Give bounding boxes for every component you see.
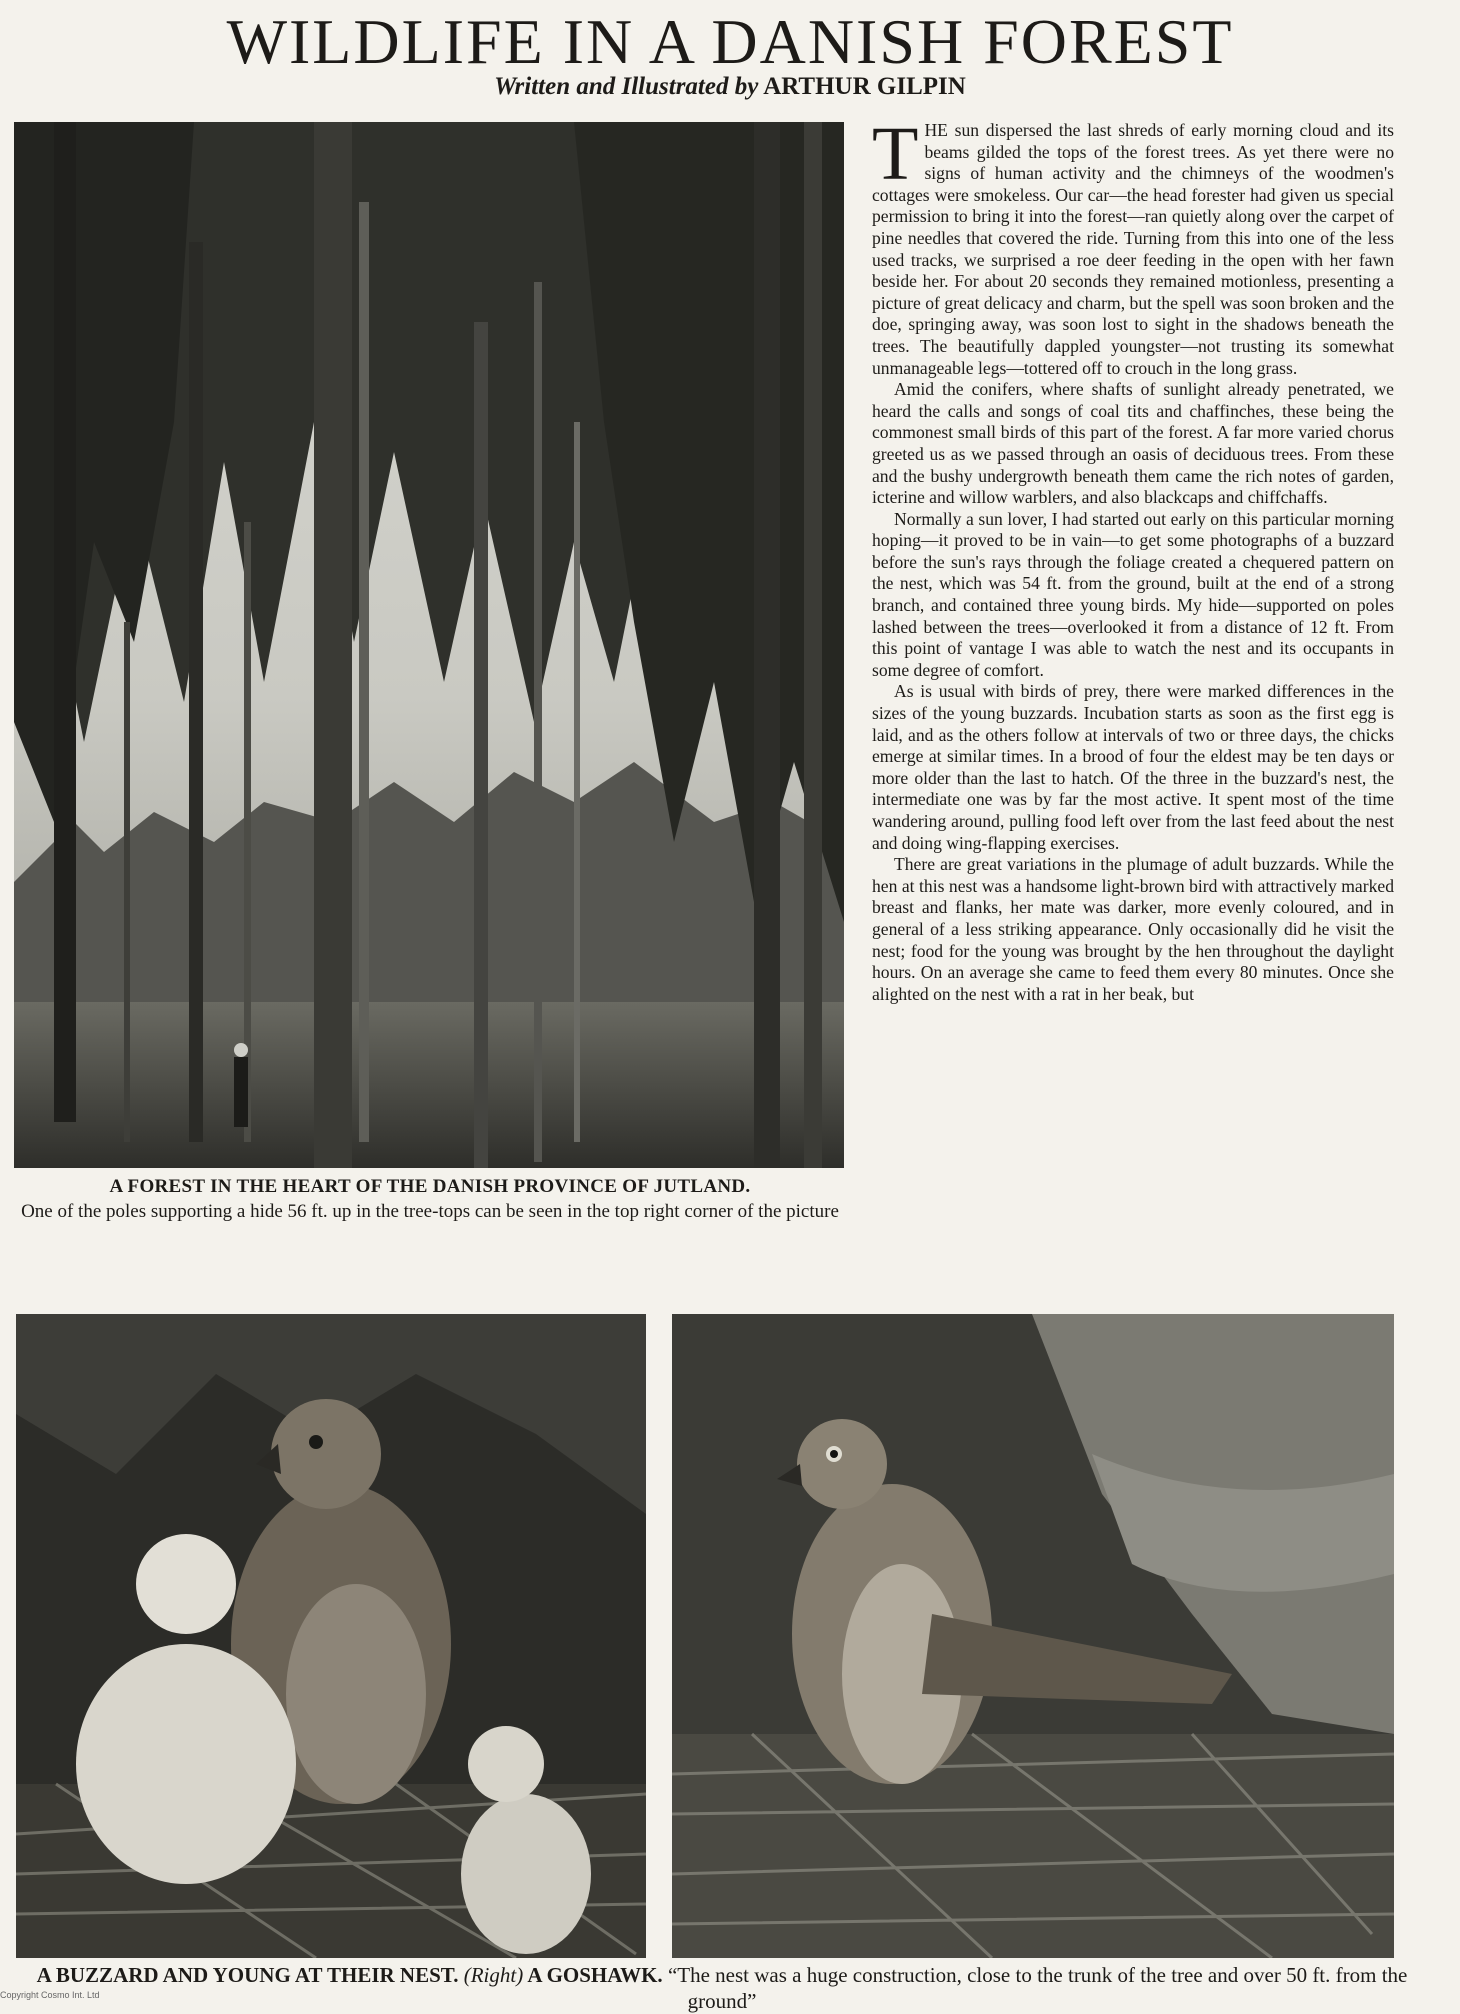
goshawk-illustration — [672, 1314, 1394, 1958]
author-name: ARTHUR GILPIN — [763, 73, 966, 100]
byline — [0, 70, 1460, 104]
forest-caption-body: One of the poles supporting a hide 56 ft. up in the tree-tops can be seen in the top right corner of the picture — [21, 1201, 839, 1222]
article-paragraph-3: Normally a sun lover, I had started out early on this particular morning hoping—it proved to be in vain—to get some photographs of a buzzard before the sun's rays through the foliage created a chequered pattern on the nest, which was 54 ft. from the ground, built at the end of a strong branch, and contained three young birds. My hide—supported on poles lashed between the trees—overlooked it from a distance of 12 ft. From this point of vantage I was able to watch the nest and its occupants in some degree of comfort. — [872, 508, 1394, 680]
article-paragraph-5: There are great variations in the plumage of adult buzzards. While the hen at this nest was a handsome light-brown bird with attractively marked breast and flanks, her mate was darker, more evenly coloured, and in general of a less striking appearance. Only occasionally did he visit the nest; food for the young was brought by the hen throughout the daylight hours. On an average she came to feed them every 80 minutes. Once she alighted on the nest with a rat in her beak, but — [872, 854, 1394, 1004]
buzzard-illustration — [16, 1314, 646, 1958]
copyright-notice: Copyright Cosmo Int. Ltd — [0, 1990, 100, 2000]
forest-photo — [14, 122, 844, 1168]
forest-caption — [10, 1174, 850, 1224]
goshawk-caption: A GOSHAWK. — [527, 1963, 663, 1987]
article-paragraph-2: Amid the conifers, where shafts of sunlight already penetrated, we heard the calls and songs of coal tits and chaffinches, these being the commonest small birds of this part of the forest. A far more varied chorus greeted us as we passed through an oasis of deciduous trees. From these and the bushy undergrowth beneath them came the rich notes of garden, icterine and willow warblers, and also blackcaps and chiffchaffs. — [872, 379, 1394, 508]
drop-cap: T — [872, 120, 919, 196]
goshawk-photo — [672, 1314, 1394, 1958]
goshawk-quote: “The nest was a huge construction, close to the trunk of the tree and over 50 ft. from the ground” — [667, 1963, 1408, 2013]
paragraph-1-text: HE sun dispersed the last shreds of early morning cloud and its beams gilded the tops of the forest trees. As yet there were no signs of human activity and the chimneys of the woodmen's cottages were smokeless. Our car—the head forester had given us special permission to bring it into the forest—ran quietly along over the carpet of pine needles that covered the ride. Turning from this into one of the less used tracks, we surprised a roe deer feeding in the open with her fawn beside her. For about 20 seconds they remained motionless, presenting a picture of great delicacy and charm, but the spell was soon broken and the doe, springing away, was soon lost to sight in the shadows beneath the trees. The beautifully dappled youngster—not trusting its somewhat unmanageable legs—tottered off to crouch in the long grass. — [872, 120, 1394, 378]
article-paragraph-1 — [872, 120, 1394, 379]
byline-prefix: Written and Illustrated by — [494, 73, 759, 100]
forest-illustration — [14, 122, 844, 1168]
forest-caption-heading: A FOREST IN THE HEART OF THE DANISH PROVINCE OF JUTLAND. — [109, 1176, 751, 1197]
right-marker: (Right) — [463, 1963, 524, 1987]
article-body — [872, 120, 1394, 1290]
article-paragraph-4: As is usual with birds of prey, there were marked differences in the sizes of the young buzzards. Incubation starts as soon as the first egg is laid, and as the others follow at intervals of two or three days, the chicks emerge at similar times. In a brood of four the eldest may be ten days or more older than the last to hatch. Of the three in the buzzard's nest, the intermediate one was by far the most active. It spent most of the time wandering around, pulling food left over from the last feed about the nest and doing wing-flapping exercises. — [872, 681, 1394, 853]
birds-caption — [12, 1962, 1432, 2014]
page-title: WILDLIFE IN A DANISH FOREST — [226, 6, 1234, 77]
buzzard-photo — [16, 1314, 646, 1958]
buzzard-caption: A BUZZARD AND YOUNG AT THEIR NEST. — [36, 1963, 459, 1987]
